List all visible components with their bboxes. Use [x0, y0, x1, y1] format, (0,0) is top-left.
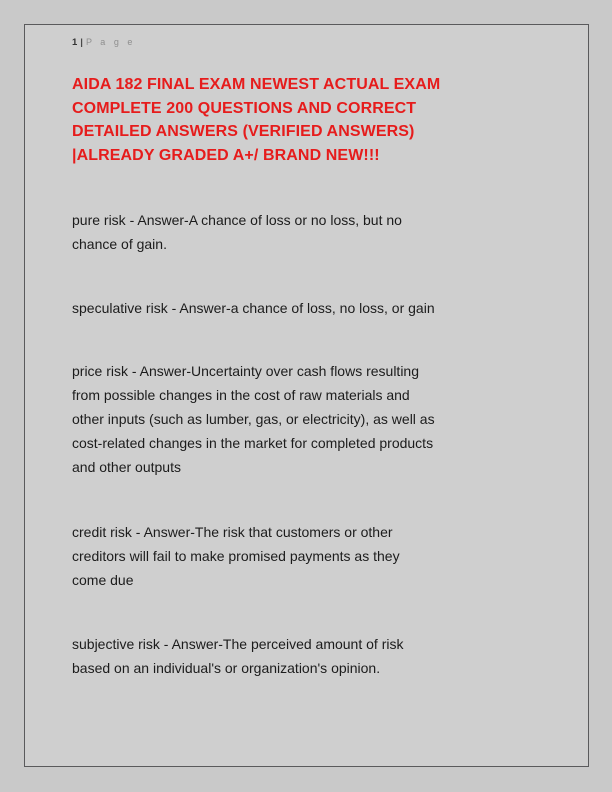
qa-paragraph-speculative-risk: [72, 296, 572, 320]
text-line: speculative risk - Answer-a chance of loss, no loss, or gain: [72, 300, 435, 316]
title-line: DETAILED ANSWERS (VERIFIED ANSWERS): [72, 123, 415, 140]
text-line: credit risk - Answer-The risk that customers or other: [72, 524, 393, 540]
text-line: based on an individual's or organization's opinion.: [72, 660, 381, 676]
page-number: 1: [72, 37, 78, 48]
text-line: and other outputs: [72, 459, 181, 475]
text-line: from possible changes in the cost of raw materials and: [72, 387, 410, 403]
title-line: COMPLETE 200 QUESTIONS AND CORRECT: [72, 99, 417, 117]
qa-paragraph-subjective-risk: [72, 632, 572, 680]
text-line: pure risk - Answer-A chance of loss or no loss, but no: [72, 212, 402, 228]
text-line: price risk - Answer-Uncertainty over cash flows resulting: [72, 363, 420, 379]
text-line: creditors will fail to make promised payments as they: [72, 548, 400, 564]
qa-paragraph-pure-risk: [72, 208, 572, 256]
text-line: cost-related changes in the market for completed products: [72, 435, 434, 451]
page-header-separator: |: [80, 37, 83, 48]
qa-paragraph-credit-risk: [72, 520, 572, 592]
document-page: [24, 24, 589, 767]
text-line: come due: [72, 572, 134, 588]
title-line: AIDA 182 FINAL EXAM NEWEST ACTUAL EXAM: [72, 76, 441, 93]
qa-paragraph-price-risk: [72, 359, 572, 479]
text-line: other inputs (such as lumber, gas, or electricity), as well as: [72, 411, 435, 427]
page-header: [72, 37, 135, 48]
document-title: [72, 73, 572, 167]
page-header-label: P a g e: [85, 37, 136, 47]
text-line: chance of gain.: [72, 236, 167, 252]
title-line: |ALREADY GRADED A+/ BRAND NEW!!!: [72, 146, 380, 164]
text-line: subjective risk - Answer-The perceived amount of risk: [72, 636, 404, 652]
